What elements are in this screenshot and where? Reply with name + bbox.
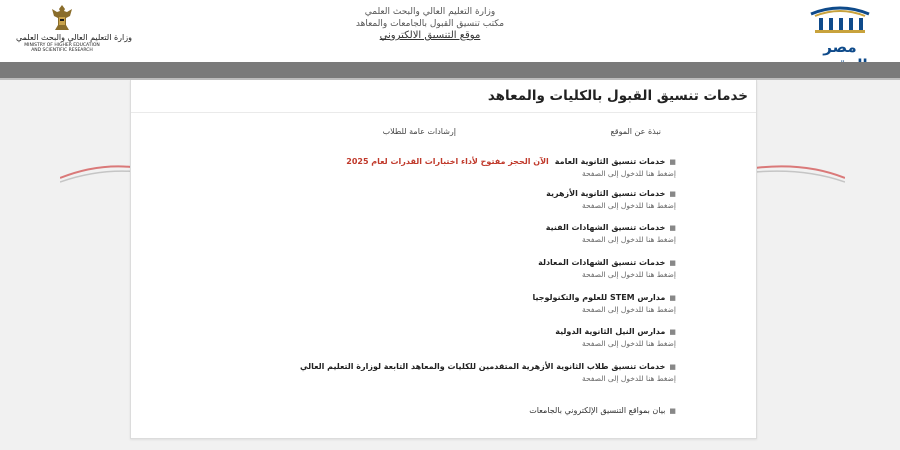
services-panel bbox=[130, 80, 757, 439]
service-name[interactable]: مدارس النيل الثانوية الدولية bbox=[555, 327, 666, 336]
title-divider bbox=[131, 112, 756, 113]
brand-name: مصر bbox=[823, 38, 857, 56]
header-ministry-line: وزارة التعليم العالي والبحث العلمي bbox=[364, 7, 496, 17]
service-name[interactable]: خدمات تنسيق الشهادات المعادلة bbox=[538, 258, 666, 267]
bullet-icon: ■ bbox=[669, 259, 676, 267]
header-center-text bbox=[330, 6, 530, 42]
service-item-azhar-secondary bbox=[546, 188, 676, 212]
site-header bbox=[0, 0, 900, 62]
service-name[interactable]: خدمات تنسيق طلاب الثانوية الأزهرية المتقدمين للكليات والمعاهد التابعة لوزارة التعليم العالي bbox=[300, 362, 666, 371]
service-name[interactable]: مدارس STEM للعلوم والتكنولوجيا bbox=[532, 293, 666, 302]
eagle-emblem-icon bbox=[49, 3, 75, 33]
bullet-icon: ■ bbox=[669, 407, 676, 415]
service-item-stem-schools bbox=[532, 292, 676, 316]
service-enter-link[interactable]: إضغط هنا للدخول إلى الصفحة bbox=[581, 270, 676, 279]
alert-notice[interactable]: الآن الحجز مفتوح لأداء اختبارات القدرات لعام 2025 bbox=[346, 157, 549, 166]
service-item-equivalent-certificates bbox=[538, 257, 676, 281]
university-sites-link-text[interactable]: بيان بمواقع التنسيق الإلكتروني بالجامعات bbox=[529, 406, 666, 415]
service-enter-link[interactable]: إضغط هنا للدخول إلى الصفحة bbox=[581, 339, 676, 348]
bullet-icon: ■ bbox=[669, 363, 676, 371]
service-item-nile-schools bbox=[555, 326, 676, 350]
ministry-name-arabic: وزارة التعليم العالي والبحث العلمي bbox=[16, 33, 132, 42]
bullet-icon: ■ bbox=[669, 294, 676, 302]
building-icon bbox=[805, 2, 875, 34]
service-item-general-secondary bbox=[346, 156, 676, 180]
ministry-name-english-2: AND SCIENTIFIC RESEARCH bbox=[31, 48, 93, 53]
header-bar bbox=[0, 62, 900, 78]
header-office-line: مكتب تنسيق القبول بالجامعات والمعاهد bbox=[355, 19, 505, 29]
flag-swoosh-right bbox=[755, 160, 845, 190]
page-title: خدمات تنسيق القبول بالكليات والمعاهد bbox=[487, 88, 748, 104]
site-home-link[interactable]: موقع التنسيق الالكتروني bbox=[379, 30, 481, 41]
bullet-icon: ■ bbox=[669, 328, 676, 336]
service-enter-link[interactable]: إضغط هنا للدخول إلى الصفحة bbox=[581, 169, 676, 178]
service-name[interactable]: خدمات تنسيق الثانوية الأزهرية bbox=[546, 189, 666, 198]
flag-swoosh-left bbox=[60, 160, 140, 190]
nav-about-link[interactable]: نبذة عن الموقع bbox=[610, 127, 661, 136]
ministry-logo[interactable] bbox=[16, 3, 132, 59]
ministry-name-english-1: MINISTRY OF HIGHER EDUCATION bbox=[24, 43, 100, 48]
service-enter-link[interactable]: إضغط هنا للدخول إلى الصفحة bbox=[581, 305, 676, 314]
service-enter-link[interactable]: إضغط هنا للدخول إلى الصفحة bbox=[581, 201, 676, 210]
university-sites-link bbox=[529, 406, 676, 415]
service-name[interactable]: خدمات تنسيق الشهادات الفنية bbox=[545, 223, 666, 232]
service-enter-link[interactable]: إضغط هنا للدخول إلى الصفحة bbox=[581, 235, 676, 244]
service-item-azhar-to-higher-ed bbox=[300, 361, 676, 385]
service-enter-link[interactable]: إضغط هنا للدخول إلى الصفحة bbox=[581, 374, 676, 383]
service-item-technical-certificates bbox=[546, 222, 676, 246]
bullet-icon: ■ bbox=[669, 224, 676, 232]
service-name[interactable]: خدمات تنسيق الثانوية العامة bbox=[554, 157, 666, 166]
bullet-icon: ■ bbox=[669, 190, 676, 198]
bullet-icon: ■ bbox=[669, 158, 676, 166]
nav-guidelines-link[interactable]: إرشادات عامة للطلاب bbox=[382, 127, 456, 136]
misr-digital-logo[interactable] bbox=[800, 2, 880, 60]
